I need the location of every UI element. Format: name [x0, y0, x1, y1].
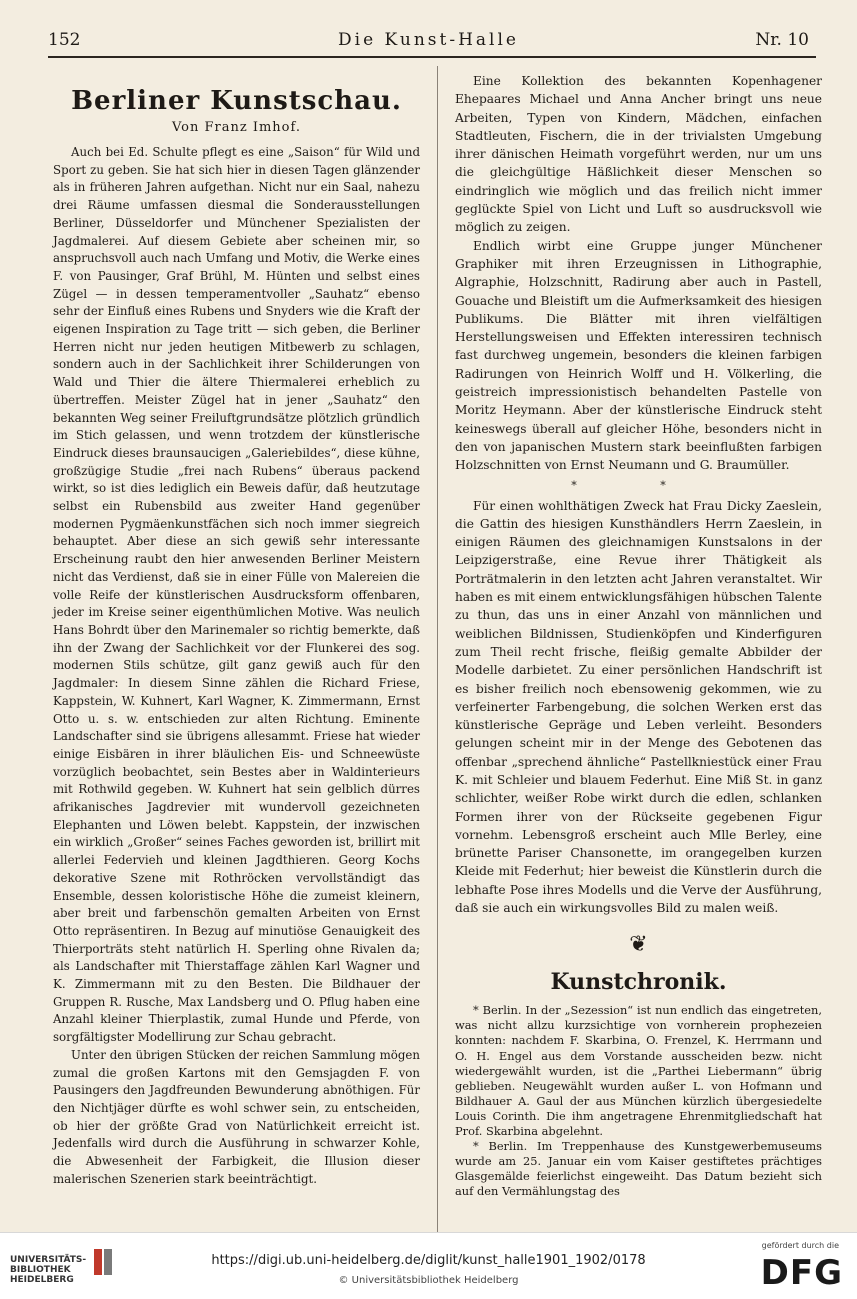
copyright-notice: © Universitätsbibliothek Heidelberg	[338, 1275, 519, 1286]
library-logo-text: UNIVERSITÄTS-BIBLIOTHEK HEIDELBERG	[10, 1255, 87, 1285]
article-paragraph: Unter den übrigen Stücken der reichen Sammlung mögen zumal die großen Kartons mit den Gemsjagden F. von Pausingers den Jagdfreunden Bewunderung abnöthigen. Für den Nichtjäger dürfte es wohl schwer sein, zu entscheiden, ob hier der größte Grad von Natürlichkeit erreicht ist. Jedenfalls wird durch die Ausführung in schwarzer Kohle, die Abwesenheit der Farbigkeit, die Illusion dieser malerischen Szenerien stark beeinträchtigt.	[53, 1047, 420, 1186]
chronicle-body	[455, 1003, 822, 1199]
article-paragraph: Auch bei Ed. Schulte pflegt es eine „Saison“ für Wild und Sport zu geben. Sie hat sich hier in diesen Tagen glänzender als in früheren Jahren aufgethan. Nicht nur ein Saal, nahezu drei Räume umfassen diesmal die Sonderausstellungen Berliner, Düsseldorfer und Münchener Spezialisten der Jagdmalerei. Auf diesem Gebiete aber scheinen mir, so anspruchsvoll auch nach Umfang und Motiv, die Werke eines F. von Pausinger, Graf Brühl, M. Hünten und selbst eines Zügel — in dessen temperamentvoller „Sauhatz“ ebenso sehr der Einfluß eines Rubens und Snyders wie die Kraft der eigenen Inspiration zu Tage tritt — sich geben, die Berliner Herren nicht nur jeden heutigen Mitbewerb zu schlagen, sondern auch in der Sachlichkeit ihrer Schilderungen von Wald und Thier die ältere Thiermalerei erheblich zu übertreffen. Meister Zügel hat in jener „Sauhatz“ den bekannten Weg seiner Freiluftgrundsätze plötzlich gründlich im Stich gelassen, und wenn trotzdem der künstlerische Eindruck dieses braunsaucigen „Galeriebildes“, diese kühne, großzügige Studie „frei nach Rubens“ überaus packend wirkt, so ist dies lediglich ein Beweis dafür, daß heutzutage selbst ein Rubensbild aus zweiter Hand gegenüber modernen Pygmäenkunstfächen sich noch immer siegreich behauptet. Aber diese an sich gewiß sehr interessante Erscheinung raubt den hier anwesenden Berliner Meistern nicht das Verdienst, daß sie in einer Fülle von Malereien die volle Reife der künstlerischen Ausdrucksform offenbaren, jeder im Kreise seiner eigenthümlichen Motive. Was neulich Hans Bohrdt über den Marinemaler so richtig bemerkte, daß ihn der Zwang der Sachlichkeit vor der Flunkerei des sog. modernen Stils schütze, gilt ganz gewiß auch für den Jagdmaler: In diesem Sinne zählen die Richard Friese, Kappstein, W. Kuhnert, Karl Wagner, K. Zimmermann, Ernst Otto u. s. w. entschieden zur alten Richtung. Eminente Landschafter sind sie übrigens allesammt. Friese hat wieder einige Eisbären in ihrer bläulichen Eis- und Schneewüste vorzüglich beobachtet, sein Bestes aber in Waldinterieurs mit Rothwild gegeben. W. Kuhnert hat sein gelblich dürres afrikanisches Jagdrevier mit wundervoll gezeichneten Elephanten und Löwen belebt. Kappstein, der inzwischen ein wirklich „Großer“ seines Faches geworden ist, brillirt mit allerlei Federvieh und kleinen Jagdthieren. Georg Kochs dekorative Szene mit Rothröcken vervollständigt das Ensemble, dessen koloristische Höhe die zumeist kleinern, aber breit und farbenschön gemalten Arbeiten von Ernst Otto repräsentiren. In Bezug auf minutiöse Genauigkeit des Thierporträts steht natürlich H. Sperling ohne Rivalen da; als Landschafter mit Thierstaffage zählen Karl Wagner und K. Zimmermann mit zu den Besten. Die Bildhauer der Gruppen R. Rusche, Max Landsberg und O. Pflug haben eine Anzahl kleiner Thierplastik, zumal Hunde und Pferde, von sorgfältigster Modellirung zur Schau gebracht.	[53, 145, 420, 1045]
dfg-logo: DFG	[760, 1253, 843, 1293]
fleuron-ornament: ❦	[629, 932, 648, 958]
article-paragraph: Für einen wohlthätigen Zweck hat Frau Dicky Zaeslein, die Gattin des hiesigen Kunsthändlers Herrn Zaeslein, in einigen Räumen des gleichnamigen Kunstsalons in der Leipzigerstraße, eine Revue ihrer Thätigkeit als Porträtmalerin in den letzten acht Jahren veranstaltet. Wir haben es mit einem entwicklungsfähigen hübschen Talente zu thun, das uns in einer Anzahl von männlichen und weiblichen Bildnissen, Studienköpfen und Kinderfiguren zum Theil recht frische, fleißig gemalte Abbilder der Modelle darbietet. Zu einer persönlichen Handschrift ist es bisher freilich noch ebensowenig gekommen, wie zu verfeinerter Farbengebung, die solchen Werken erst das künstlerische Gepräge und Leben verleiht. Besonders gelungen scheint mir in der Menge des Gebotenen das offenbar „sprechend ähnliche“ Pastellkniestück einer Frau K. mit Schleier und blauem Federhut. Eine Miß St. in ganz schlichter, weißer Robe wirkt durch die edlen, schlanken Formen ihrer von der Rückseite gegebenen Figur vornehm. Lebensgroß erscheint auch Mlle Berley, eine brünette Pariser Chansonette, im orangegelben kurzen Kleide mit Federhut; hier beweist die Künstlerin durch die lebhafte Pose ihres Modells und die Verve der Ausführung, daß sie auch ein wirkungsvolles Bild zu malen weiß.	[455, 498, 822, 916]
issue-number: Nr. 10	[755, 30, 809, 50]
running-header	[0, 30, 857, 52]
chronicle-paragraph: * Berlin. Im Treppenhause des Kunstgewerbemuseums wurde am 25. Januar ein vom Kaiser gestiftetes prächtiges Glasgemälde feierlichst eingeweiht. Das Datum bezieht sich auf den Vermählungstag des	[455, 1138, 822, 1198]
chronicle-paragraph: * Berlin. In der „Sezession“ ist nun endlich das eingetreten, was nicht allzu kurzsichtige von vornherein prophezeien konnten: nachdem F. Skarbina, O. Frenzel, K. Herrmann und O. H. Engel aus dem Vorstande ausscheiden bezw. nicht wiedergewählt wurden, ist die „Parthei Liebermann“ übrig geblieben. Neugewählt wurden außer L. von Hofmann und Bildhauer A. Gaul der aus München kürzlich übergesiedelte Louis Corinth. Die ihm angetragene Ehrenmitgliedschaft hat Prof. Skarbina abgelehnt.	[455, 1003, 822, 1138]
article-byline: Von Franz Imhof.	[171, 120, 301, 135]
header-rule	[48, 56, 816, 58]
page-number: 152	[48, 30, 81, 50]
column-divider	[437, 66, 438, 1232]
permalink-link[interactable]: https://digi.ub.uni-heidelberg.de/diglit/kunst_halle1901_1902/0178	[211, 1253, 646, 1268]
funding-caption: gefördert durch die	[761, 1241, 839, 1250]
journal-title: Die Kunst-Halle	[338, 30, 519, 50]
viewer-footer	[0, 1232, 857, 1299]
article-title: Berliner Kunstschau.	[71, 86, 402, 116]
right-column	[455, 72, 822, 1199]
article-paragraph: Eine Kollektion des bekannten Kopenhagener Ehepaares Michael und Anna Ancher bringt uns neue Arbeiten, Typen von Kindern, Mädchen, einfachen Stadtleuten, Fischern, die in der trivialsten Umgebung ihrer dänischen Heimath vorgeführt werden, nur um uns die gleichgültige Häßlichkeit dieser Menschen so eindringlich wie möglich und das freilich nicht immer geglückte Spiel von Licht und Luft so ausdrucksvoll wie möglich zu zeigen.	[455, 74, 822, 235]
chronicle-title: Kunstchronik.	[550, 969, 727, 996]
article-paragraph: Endlich wirbt eine Gruppe junger Münchener Graphiker mit ihren Erzeugnissen in Lithographie, Algraphie, Holzschnitt, Radirung aber auch in Pastell, Gouache und Bleistift um die Aufmerksamkeit des hiesigen Publikums. Die Blätter mit ihren vielfältigen Herstellungsweisen und Effekten interessiren technisch fast durchweg ungemein, besonders die kleinen farbigen Radirungen von Heinrich Wolff und H. Völkerling, die geistreich impressionistisch behandelten Pastelle von Moritz Heymann. Aber der künstlerische Eindruck steht keineswegs überall auf gleicher Höhe, besonders nicht in den von japanischen Mustern stark beeinflußten farbigen Holzschnitten von Ernst Neumann und G. Braumüller.	[455, 238, 822, 473]
section-separator: * *	[571, 478, 706, 492]
left-column	[53, 72, 420, 1188]
